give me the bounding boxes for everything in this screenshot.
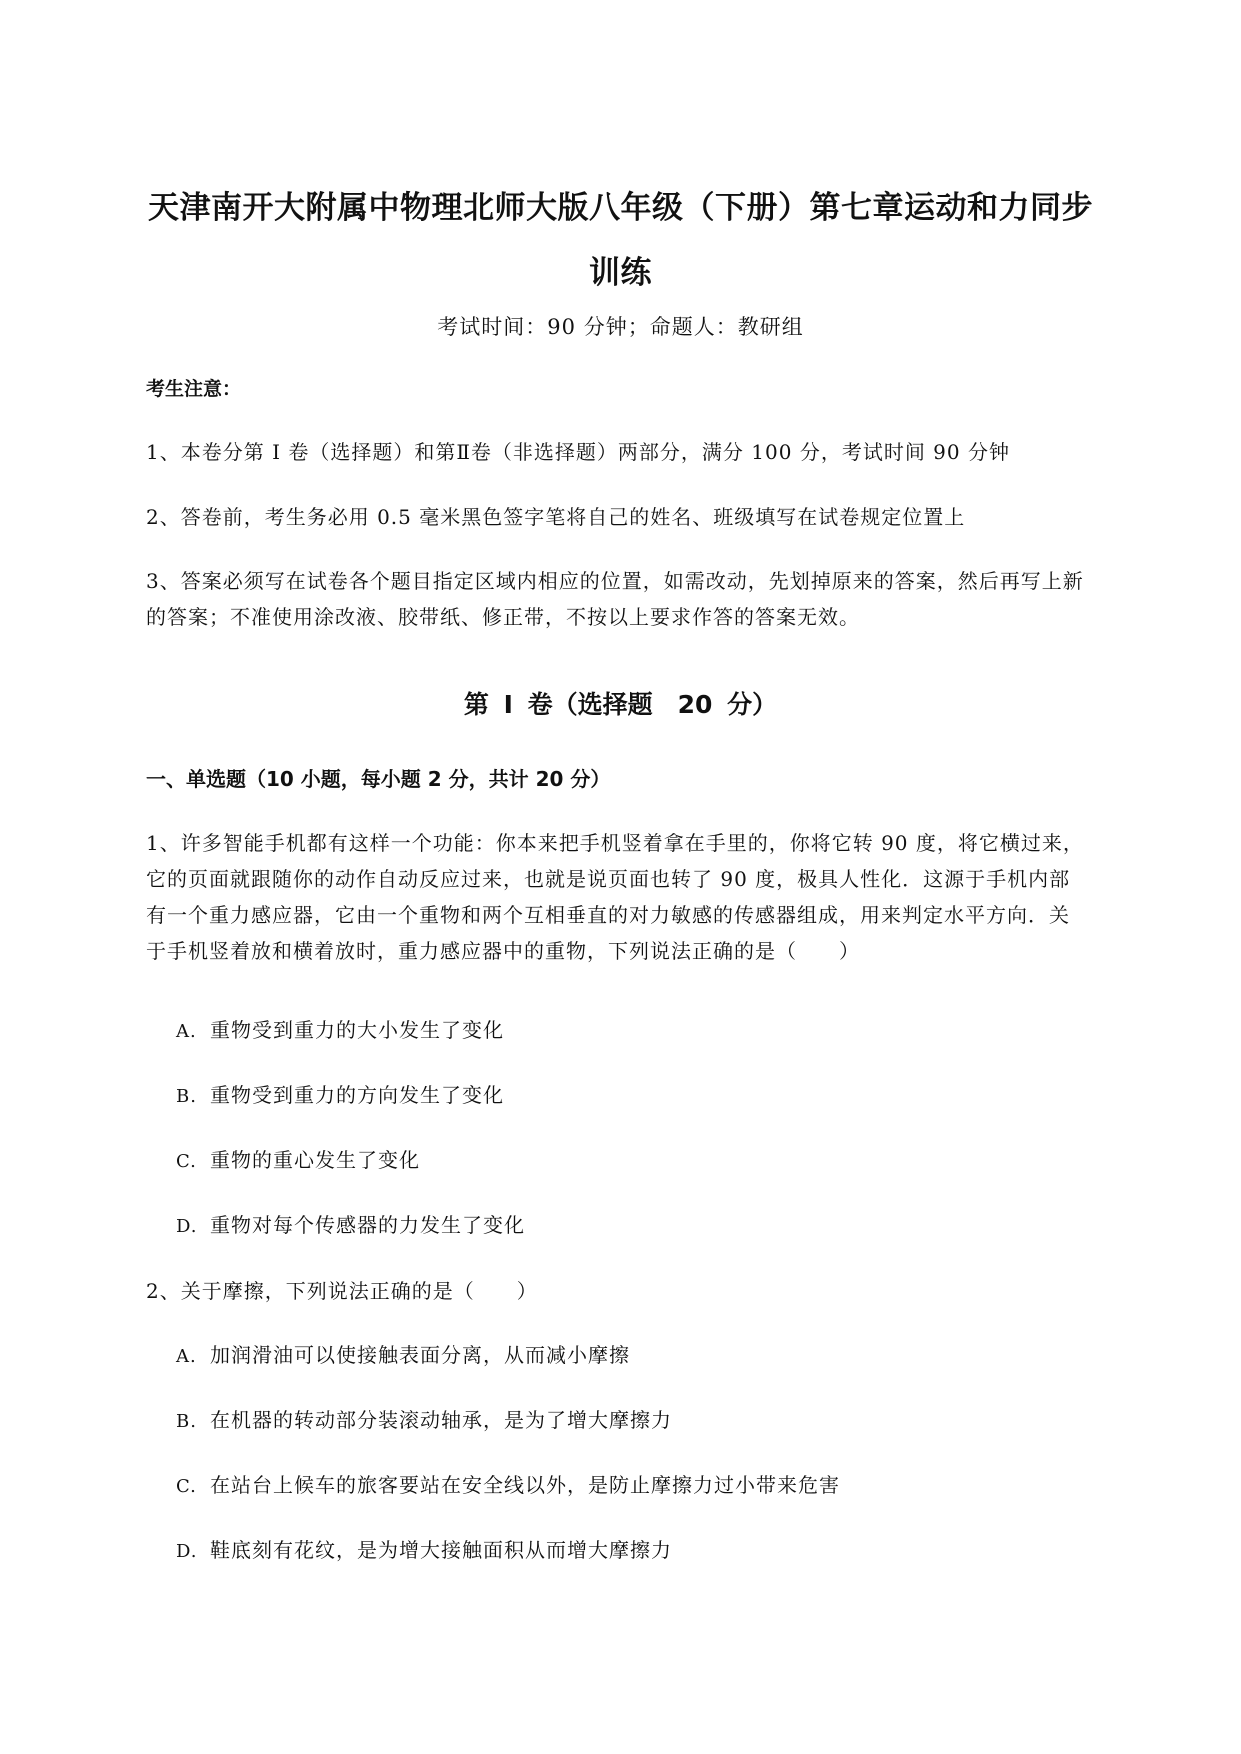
question-1-stem-line-1: 1、许多智能手机都有这样一个功能：你本来把手机竖着拿在手里的，你将它转 90 度，将它横过来， <box>146 831 1084 855</box>
notice-heading: 考生注意： <box>146 378 242 400</box>
question-1-option-a[interactable] <box>176 1017 504 1045</box>
question-2-option-d[interactable] <box>176 1537 672 1565</box>
question-2-option-a[interactable] <box>176 1342 630 1370</box>
notice-item-3-line-1: 3、答案必须写在试卷各个题目指定区域内相应的位置，如需改动，先划掉原来的答案，然后再写上新 <box>146 569 1084 593</box>
option-text: 重物受到重力的方向发生了变化 <box>210 1083 504 1107</box>
question-1-stem-line-3: 有一个重力感应器，它由一个重物和两个互相垂直的对力敏感的传感器组成，用来判定水平方向．关 <box>146 903 1070 927</box>
option-letter: C. <box>176 1151 197 1172</box>
option-text: 在站台上候车的旅客要站在安全线以外，是防止摩擦力过小带来危害 <box>210 1473 840 1497</box>
option-letter: D. <box>176 1541 198 1562</box>
question-2-stem: 2、关于摩擦，下列说法正确的是（ ） <box>146 1279 538 1303</box>
notice-item-1: 1、本卷分第 I 卷（选择题）和第Ⅱ卷（非选择题）两部分，满分 100 分，考试时间 90 分钟 <box>146 440 1010 464</box>
option-text: 在机器的转动部分装滚动轴承，是为了增大摩擦力 <box>210 1408 672 1432</box>
question-1-stem-line-2: 它的页面就跟随你的动作自动反应过来，也就是说页面也转了 90 度，极具人性化．这源于手机内部 <box>146 867 1071 891</box>
option-text: 重物的重心发生了变化 <box>210 1148 420 1172</box>
page-title: 天津南开大附属中物理北师大版八年级（下册）第七章运动和力同步 <box>148 190 1093 226</box>
option-text: 重物受到重力的大小发生了变化 <box>210 1018 504 1042</box>
question-1-stem-line-4: 于手机竖着放和横着放时，重力感应器中的重物，下列说法正确的是（ ） <box>146 939 860 963</box>
exam-info: 考试时间：90 分钟；命题人：教研组 <box>437 315 804 339</box>
question-2-option-b[interactable] <box>176 1407 672 1435</box>
option-letter: B. <box>176 1411 197 1432</box>
option-letter: A. <box>176 1346 197 1367</box>
notice-item-3-line-2: 的答案；不准使用涂改液、胶带纸、修正带，不按以上要求作答的答案无效。 <box>146 605 860 629</box>
section-title: 第 I 卷（选择题 20 分） <box>463 690 778 719</box>
option-text: 重物对每个传感器的力发生了变化 <box>210 1213 525 1237</box>
option-text: 鞋底刻有花纹，是为增大接触面积从而增大摩擦力 <box>210 1538 672 1562</box>
option-letter: C. <box>176 1476 197 1497</box>
question-1-option-d[interactable] <box>176 1212 525 1240</box>
part-heading: 一、单选题（10 小题，每小题 2 分，共计 20 分） <box>146 767 611 791</box>
page-title-continued: 训练 <box>589 255 652 291</box>
notice-item-2: 2、答卷前，考生务必用 0.5 毫米黑色签字笔将自己的姓名、班级填写在试卷规定位置上 <box>146 505 966 529</box>
question-2-option-c[interactable] <box>176 1472 840 1500</box>
option-letter: D. <box>176 1216 198 1237</box>
option-letter: A. <box>176 1021 197 1042</box>
option-text: 加润滑油可以使接触表面分离，从而减小摩擦 <box>210 1343 630 1367</box>
question-1-option-b[interactable] <box>176 1082 504 1110</box>
option-letter: B. <box>176 1086 197 1107</box>
question-1-option-c[interactable] <box>176 1147 420 1175</box>
